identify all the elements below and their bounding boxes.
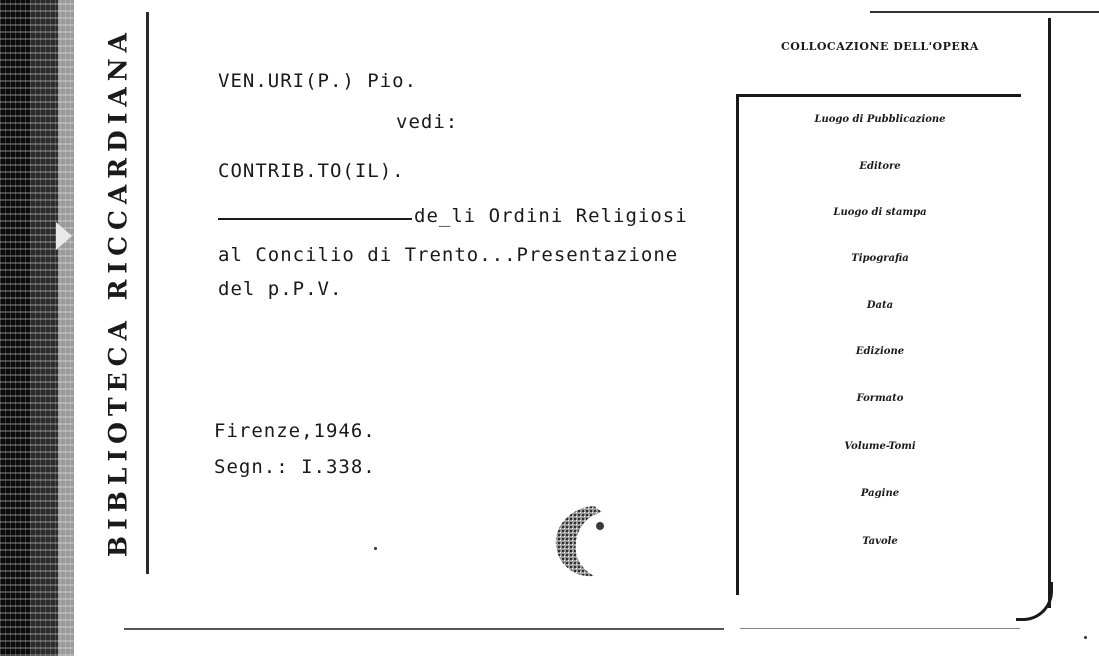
repeat-author-dash [218,218,412,220]
field-luogo-pubblicazione: Luogo di Pubblicazione [814,114,946,125]
ink-dot [374,547,377,550]
strip-notch [56,222,72,250]
left-margin-rule [146,12,149,574]
field-tavole: Tavole [862,536,898,547]
bottom-edge-rule-right [740,628,1020,629]
field-tipografia: Tipografia [851,253,909,264]
bottom-edge-rule [124,628,724,630]
library-stamp-mark [550,498,614,582]
see-reference-target: CONTRIB.TO(IL). [218,160,405,182]
title-line-1-text: de_li Ordini Religiosi [414,205,688,227]
top-edge-rule [870,11,1099,13]
field-luogo-stampa: Luogo di stampa [833,207,927,218]
field-editore: Editore [859,161,901,172]
shelfmark-line: Segn.: I.338. [214,456,376,478]
binding-strip [0,0,74,656]
title-line-3: del p.P.V. [218,278,343,300]
right-border-curl [1016,582,1053,621]
right-border-rule [1048,18,1051,608]
library-name-vertical: BIBLIOTECA RICCARDIANA [103,26,133,558]
ink-dot [1084,636,1087,639]
title-line-1 [218,205,688,227]
field-volume-tomi: Volume-Tomi [844,441,916,452]
field-formato: Formato [856,393,904,404]
see-reference-label: vedi: [396,111,459,133]
imprint-line: Firenze,1946. [214,420,376,442]
author-heading: VEN.URI(P.) Pio. [218,70,418,92]
collocazione-title: COLLOCAZIONE DELL'OPERA [781,40,979,53]
field-edizione: Edizione [855,346,905,357]
field-data: Data [866,300,894,311]
field-pagine: Pagine [860,488,900,499]
title-line-2: al Concilio di Trento...Presentazione [218,244,679,266]
